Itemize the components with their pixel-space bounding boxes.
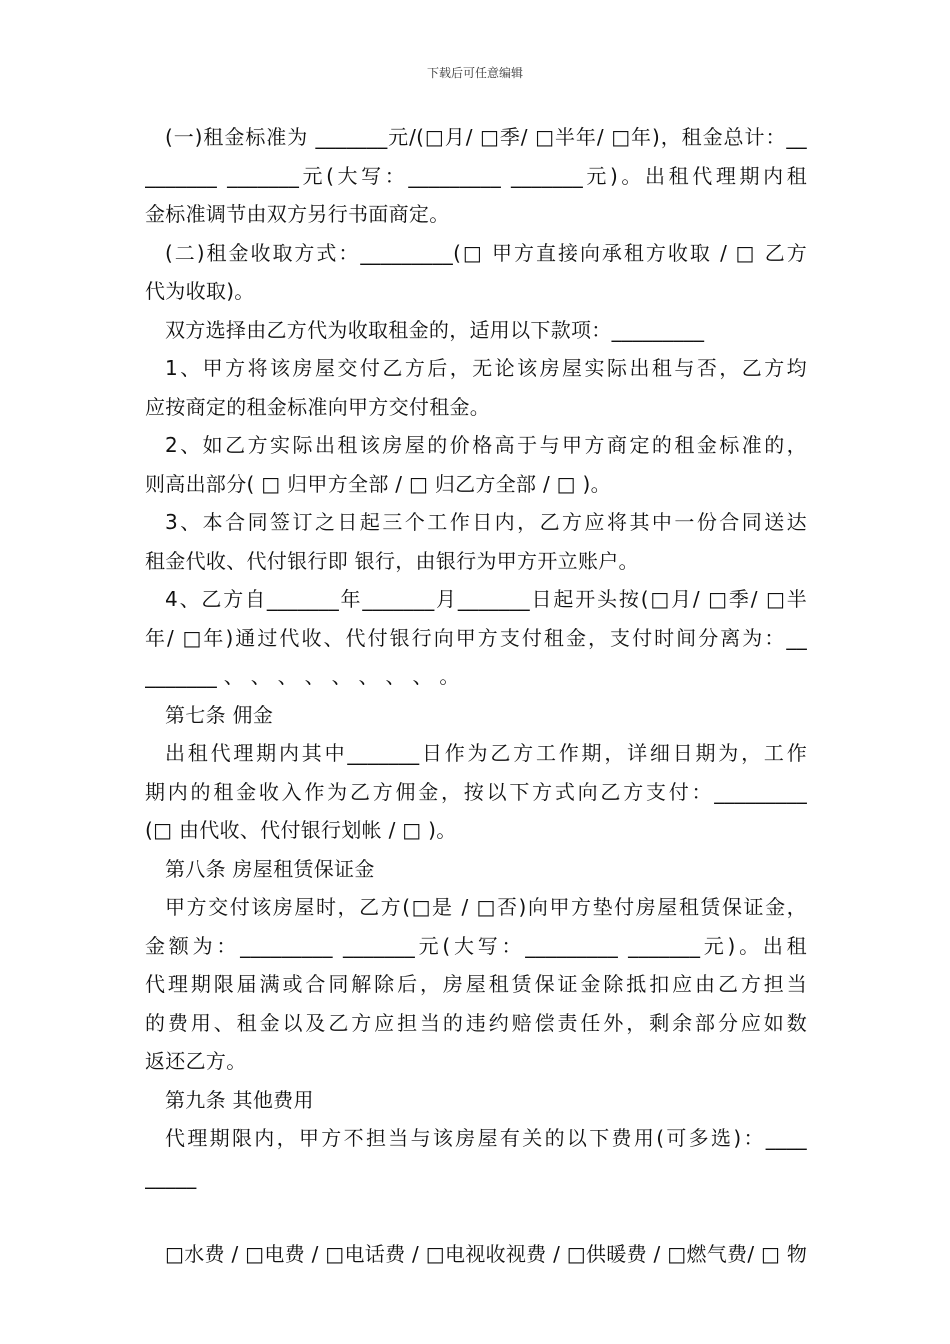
text-line: (二)租金收取方式：_________(□ 甲方直接向承租方收取 / □ 乙方 xyxy=(165,240,807,265)
text-line: 则高出部分( □ 归甲方全部 / □ 归乙方全部 / □ )。 xyxy=(145,471,611,496)
text-line: (□ 由代收、代付银行划帐 / □ )。 xyxy=(145,818,457,842)
text-line: 代为收取)。 xyxy=(145,279,255,303)
text-line: 代理期限届满或合同解除后，房屋租赁保证金除抵扣应由乙方担当 xyxy=(145,972,807,996)
text-line: _______ _______元(大写：_________ _______元)。出租代理期内租 xyxy=(145,163,807,188)
text-line: 的费用、租金以及乙方应担当的违约赔偿责任外，剩余部分应如数 xyxy=(145,1010,807,1035)
text-line: 代理期限内，甲方不担当与该房屋有关的以下费用(可多选)：____ xyxy=(165,1126,807,1150)
text-line: 出租代理期内其中_______日作为乙方工作期，详细日期为，工作 xyxy=(165,741,807,765)
text-line: _____ xyxy=(145,1164,197,1189)
text-line: 双方选择由乙方代为收取租金的，适用以下款项：_________ xyxy=(165,317,705,342)
text-line: 返还乙方。 xyxy=(145,1049,247,1073)
document-body xyxy=(145,118,807,1273)
text-line: 年/ □年)通过代收、代付银行向甲方支付租金，支付时间分离为：__ xyxy=(145,625,807,650)
text-line: □水费 / □电费 / □电话费 / □电视收视费 / □供暖费 / □燃气费/ □ 物 xyxy=(165,1241,807,1266)
text-line: 第七条 佣金 xyxy=(165,702,274,727)
text-line: _______ 、 、 、 、 、 、 、 、 。 xyxy=(145,664,460,688)
text-line: 第九条 其他费用 xyxy=(165,1087,314,1112)
text-line: 1、甲方将该房屋交付乙方后，无论该房屋实际出租与否，乙方均 xyxy=(165,356,807,380)
text-line: (一)租金标准为 _______元/(□月/ □季/ □半年/ □年)，租金总计：__ xyxy=(165,125,807,149)
text-line: 金额为：_________ _______元(大写：_________ _______元)。出租 xyxy=(145,933,807,958)
text-line: 租金代收、代付银行即 银行，由银行为甲方开立账户。 xyxy=(145,548,639,573)
text-line: 4、乙方自_______年_______月_______日起开头按(□月/ □季/ □半 xyxy=(165,587,807,611)
text-line: 第八条 房屋租赁保证金 xyxy=(165,856,375,881)
page-header: 下载后可任意编辑 xyxy=(426,66,523,80)
text-line: 期内的租金收入作为乙方佣金，按以下方式向乙方支付：_________ xyxy=(145,779,807,804)
text-line: 金标准调节由双方另行书面商定。 xyxy=(145,202,450,226)
text-line: 3、本合同签订之日起三个工作日内，乙方应将其中一份合同送达 xyxy=(165,510,807,534)
text-line: 2、如乙方实际出租该房屋的价格高于与甲方商定的租金标准的， xyxy=(165,433,807,457)
text-line xyxy=(145,1196,807,1235)
text-line: 应按商定的租金标准向甲方交付租金。 xyxy=(145,394,491,419)
text-line: 甲方交付该房屋时，乙方(□是 / □否)向甲方垫付房屋租赁保证金， xyxy=(165,895,807,919)
